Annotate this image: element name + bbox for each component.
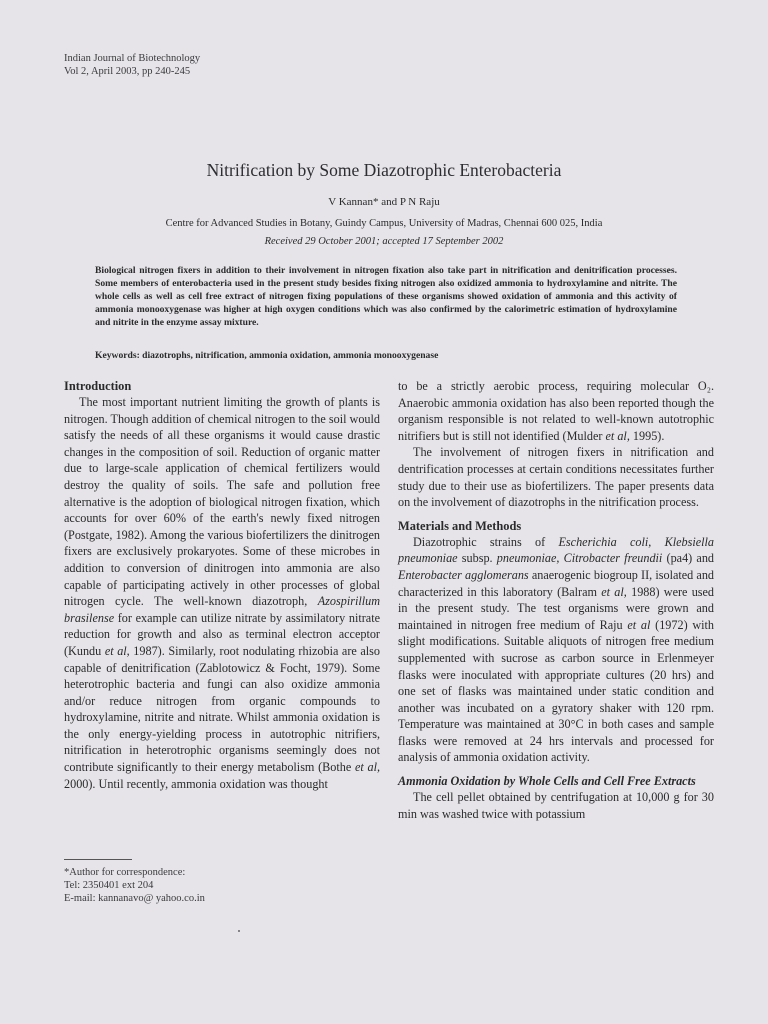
received-date: Received 29 October 2001; accepted 17 September 2002 (264, 236, 504, 247)
footnote-tel: Tel: 2350401 ext 204 (64, 880, 154, 891)
journal-header (64, 52, 200, 78)
paragraph: Diazotrophic strains of Escherichia coli, Klebsiella pneumoniae subsp. pneumoniae, Citrobacter freundii (pa4) and Enterobacter agglomerans anaerogenic biogroup II, isolated and characterized in this laboratory (Balram et al, 1988) were used in the present study. The test organisms were grown and maintained in nitrogen free medium of Raju et al (1972) with slight modifications. Suitable aliquots of nitrogen free medium supplemented with sucrose as carbon source in Erlenmeyer flasks were inoculated with appropriate cultures (20 hrs) and one set of flasks was maintained under static condition and another was incubated on a gyratory shaker with 120 rpm. Temperature was maintained at 30°C in both cases and sample flasks were removed at 24 hrs intervals and processed for analysis of ammonia oxidation activity. (398, 534, 715, 765)
footnote (64, 866, 205, 905)
scan-speck (238, 930, 240, 932)
section-heading-methods: Materials and Methods (398, 518, 522, 533)
paragraph: The cell pellet obtained by centrifugation at 10,000 g for 30 min was washed twice with potassium (398, 790, 714, 821)
footnote-author: *Author for correspondence: (64, 867, 186, 878)
paragraph: The involvement of nitrogen fixers in nitrification and dentrification processes at certain conditions necessitates further study due to their use as biofertilizers. The paper presents data on the involvement of diazotrophs in the nitrification process. (398, 445, 714, 510)
subsection-heading: Ammonia Oxidation by Whole Cells and Cell Free Extracts (398, 774, 696, 789)
paragraph: The most important nutrient limiting the growth of plants is nitrogen. Though addition of chemical nitrogen to the soil would satisfy the needs of all these organisms it would cause drastic changes in the composition of soil. Reduction of organic matter due to large-scale application of chemical fertilizers would destroy the quality of soils. The safe and pollution free alternative is the adoption of biological nitrogen fixation, which accounts for over 60% of the earth's newly fixed nitrogen (Postgate, 1982). Among the various biofertilizers the dinitrogen fixers are exclusively prokaryotes. Some of these microbes in addition to conversion of dinitrogen into ammonia are also capable of participating actively in other processes of global nitrogen cycle. The well-known diazotroph, Azospirillum brasilense for example can utilize nitrate by assimilatory nitrate reduction for growth and also as terminal electron acceptor (Kundu et al, 1987). Similarly, root nodulating rhizobia are also capable of denitrification (Zablotowicz & Focht, 1979). Some heterotrophic bacteria and fungi can also oxidize ammonia and/or reduce nitrogen from organic compounds to hydroxylamine, nitrite and nitrate. Whilst ammonia oxidation is the only energy-yielding process in autotrophic nitrifiers, nitrification in heterotrophic organisms seemingly does not contribute significantly to their energy metabolism (Bothe et al, 2000). Until recently, ammonia oxidation was thought (64, 395, 381, 791)
paragraph: to be a strictly aerobic process, requiring molecular O₂. Anaerobic ammonia oxidation has also been reported though the organism responsible is not related to well-known autotrophic nitrifiers but is still not identified (Mulder et al, 1995). (398, 379, 714, 443)
journal-issue: Vol 2, April 2003, pp 240-245 (64, 66, 191, 77)
left-column (64, 378, 380, 792)
footnote-email: E-mail: kannanavo@ yahoo.co.in (64, 893, 205, 904)
journal-name: Indian Journal of Biotechnology (64, 53, 201, 64)
footnote-divider (64, 859, 132, 860)
affiliation: Centre for Advanced Studies in Botany, Guindy Campus, University of Madras, Chennai 600 025, India (165, 218, 603, 229)
keywords: Keywords: diazotrophs, nitrification, ammonia oxidation, ammonia monooxygenase (95, 350, 439, 361)
right-column (398, 378, 714, 822)
abstract-text: Biological nitrogen fixers in addition to their involvement in nitrogen fixation also take part in nitrification and denitrification processes. Some members of enterobacteria used in the present study besides fixing nitrogen also oxidized ammonia to hydroxylamine and nitrite. The whole cells as well as cell free extract of nitrogen fixing populations of these organisms showed oxidation of ammonia and this activity of ammonia monooxygenase was higher at high oxygen conditions which was also confirmed by the calorimetric estimation of hydroxylamine and nitrite in the enzyme assay mixture. (95, 265, 677, 328)
authors: V Kannan* and P N Raju (328, 196, 440, 208)
paper-title: Nitrification by Some Diazotrophic Enterobacteria (206, 160, 562, 180)
abstract (95, 264, 677, 329)
section-heading-introduction: Introduction (64, 379, 132, 393)
